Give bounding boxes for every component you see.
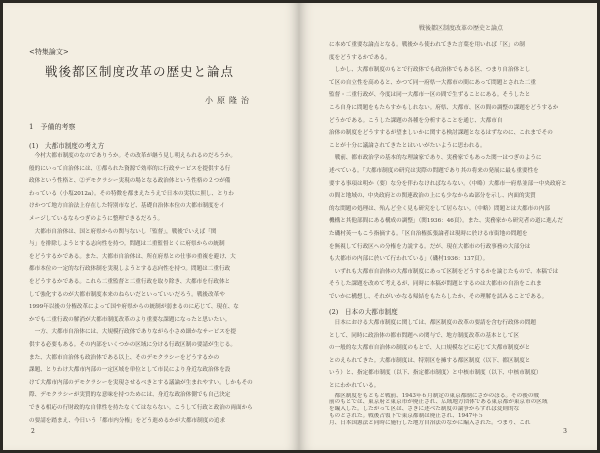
text-line: 度をどうするかである。 bbox=[329, 54, 391, 61]
text-line: できる相応の行財政的な自律性を持たなくてはならない。こうして行政と政治の両面から bbox=[29, 404, 253, 411]
text-line: 監督・二重行政が、今度は同一大都市一区の間で生ずることにある。そうしたと bbox=[329, 92, 531, 99]
left-paragraph-3 bbox=[29, 326, 253, 427]
text-line: けて大都市内部のデモクラシーを実現させるべきとする議論が生まれやすい。しかもその bbox=[29, 379, 253, 386]
page-number: 3 bbox=[563, 428, 567, 435]
section-heading: 1 予備的考察 bbox=[29, 123, 76, 131]
text-line: どうかである。こうした課題の各種を分析することを通じ、大都市自 bbox=[329, 117, 503, 124]
right-page bbox=[299, 3, 597, 450]
article-title: 戦後都区制度改革の歴史と論点 bbox=[45, 64, 235, 79]
author-name: 小原隆治 bbox=[205, 96, 253, 105]
text-line: 今村大都市制度のなのでありうか。その改革が継う見し明えられるのだろうか。 bbox=[29, 153, 236, 159]
text-line: けかつて地方自治法上存在した特別市など、基礎自治体本位の大都市制度をイ bbox=[29, 203, 225, 210]
text-line: とにわかれている。 bbox=[329, 382, 380, 389]
text-line: を無視して行政区への分権を力説する。だが、現在大都市の行政事務の大部分は bbox=[329, 243, 531, 250]
page-number: 2 bbox=[31, 428, 35, 435]
text-line: 要する事項は明か（要）な分を伴わなければならない。（中略）大都市一府県並部一中央政府と bbox=[329, 180, 567, 187]
left-page bbox=[3, 3, 299, 450]
text-line: 治体の制度をどうすするが望ましいかに関する検討課題となるはずなのに、これまでその bbox=[329, 130, 553, 137]
text-line: かでも二重行政の解消が大都市制度改革のより重要な課題になったと思いたい。 bbox=[29, 316, 231, 323]
right-paragraph-3 bbox=[329, 266, 558, 304]
text-line: しかし、大都市制度のもとで行政体でも政治体でもある区、つまり自治体とし bbox=[329, 67, 531, 74]
text-line: 大都市自治体は、国と府県からの関与ないし「監督」，戦後でいえば「関 bbox=[29, 228, 217, 235]
text-line: でいかに構想し、それがいかなる帰結をもたらしたか、その理解を試みることである。 bbox=[329, 293, 548, 300]
text-line: いずれも大都市自治体の大都市制度にあって区制をどうするかを論じたもので、本稿では bbox=[329, 268, 559, 275]
text-line: に本めて重要な論点となる。戦後から使われてきた言葉を用いれば「区」の制 bbox=[329, 42, 525, 48]
left-paragraph-2 bbox=[29, 226, 239, 327]
text-line: 1999年以後の分権改革によって国や府県からの統制が弱まるのに応じて、現在、な bbox=[29, 304, 239, 311]
text-line: ころ自身に問題をもたらすかもしれない。府県、大都市、区の間の調整の課題をどうするか bbox=[329, 104, 559, 111]
text-line: ものとされた。戦後占領下で東京都制は廃止され、1947年５ bbox=[329, 412, 484, 419]
text-line: 際、デモクラシーが実質的な意味を持つためには、身近な政治体側でも自己決定 bbox=[29, 392, 231, 399]
text-line: 供する必要もある。その内部をいくつかの区域に分ける行政区制の要請が生じる。 bbox=[29, 341, 236, 348]
text-line: また、大都市自治体も政治体である以上、そのデモクラシーをどうするかの bbox=[29, 354, 220, 361]
text-line: 述べている。「大都市制度の研究は実際の問題であり其の将来の発展に最も重要性を bbox=[329, 167, 539, 174]
text-line: そうした課題を改めて考えるが、同時に本稿が問題とするのは大都市の自治をこれま bbox=[329, 281, 542, 288]
text-line: の一般的な大都市自治体の制度のもとで、人口規模などに応じて大都市制度がと bbox=[329, 345, 531, 352]
book-spread bbox=[3, 3, 597, 450]
text-line: 一方、大都市自治体には、大規模行政体でありながら小さめ細かなサービスを提 bbox=[29, 329, 236, 336]
subsection-heading: (2) 日本の大都市制度 bbox=[329, 308, 398, 316]
text-line: として、同時に政治体の都市問題への関与で、地方制度改革の基本として区 bbox=[329, 332, 519, 339]
text-line: をどうするかである。これら二重監督と二重行政を取り除き、大都市を行政体と bbox=[29, 278, 231, 285]
text-line: 都区制度をもともと戦前、1943年６月制定の東京都制にさかのぼる。その後の戦 bbox=[329, 392, 540, 399]
text-line: して強化するのが大都市制度本来のねらいだといっていいだろう。戦後改革や bbox=[29, 291, 225, 298]
text-line: ことが十分に議論されてきたとはいいがたいように思われる。 bbox=[329, 142, 486, 149]
section-tag: <特集論文> bbox=[29, 48, 69, 56]
text-line: も大都市の内部に於いて行われている」（磯村1936：137頁）。 bbox=[329, 256, 489, 263]
text-line: わっている（小塩2012a）。その特徴を都まえたうえで日本の実状に照し、とりわ bbox=[29, 190, 234, 197]
text-line: 課題、とりわけ大都市内部の一定区域を単位として市民により身近な政治体を設 bbox=[29, 367, 231, 374]
text-line: いう）と、指定都市制度（以下、指定都市制度）と中核市制度（以下、中核市制度） bbox=[329, 370, 542, 377]
text-line: メージしているならつぎのように整理できるだろう。 bbox=[29, 215, 164, 222]
subsection-heading: (1) 大都市制度の考え方 bbox=[29, 142, 105, 150]
text-line: 般的にいって自治体には、①都られた資源で効率的に行政サービスを提供する行 bbox=[29, 165, 231, 172]
text-line: 月、日本国憲法と同時に施行した地方自治法のなかに編入された。つまり、これ bbox=[329, 419, 531, 426]
text-line: 戦前、都市政治学の基本的な理論家であり、実務家でもあった関一はつぎのように bbox=[329, 155, 542, 162]
text-line: をどうするかである。また、大都市自治体は、所在府県との仕事の重複を避け、大 bbox=[29, 253, 236, 260]
text-line: 日本における大都市制度に関しては、都区制度の改革の要請を含む行政体の問題 bbox=[329, 320, 536, 326]
text-line: 都市本位の一定的な行政体制を実現しようとする志向性を持つ。問題は二重行政 bbox=[29, 266, 231, 273]
right-paragraph-5 bbox=[329, 393, 548, 427]
text-line: て区の自立性を高めると、かつて同一府県一大都市の間にあって問題とされた二重 bbox=[329, 79, 536, 86]
text-line: 前のもとでは、東京府と東京市が廃止され、広域地方団体である東京都が東京市の区域 bbox=[329, 399, 548, 406]
text-line: 的な問題の処理は、殆んど全く見も研究をして居らない。（中略）問題とは大都市の内部 bbox=[329, 205, 550, 212]
text-line: の間と地域の、中央政府との関連政治の上にも少なからぬ部分を示し、内面的実質 bbox=[329, 193, 536, 200]
right-paragraph-4 bbox=[329, 317, 542, 393]
text-line: を編入した。したがって区は、さきに述べた制度の論争からすれば変則的な bbox=[329, 406, 520, 413]
text-line: の要請を踏まえ、今日いう「都市内分権」をどう進めるかが大都市制度の追求 bbox=[29, 417, 226, 424]
right-paragraph-1 bbox=[329, 39, 558, 152]
text-line: 与」を排除しようとする志向性を持つ。問題は二重監督とくに府県からの統制 bbox=[29, 241, 225, 248]
running-head: 戦後都区制度改革の歴史と論点 bbox=[419, 25, 504, 32]
text-line: た磯村英一もこう指摘する。「区自治権拡張論者は現時に於ける市街地の問題を bbox=[329, 230, 528, 237]
left-paragraph-1 bbox=[29, 150, 236, 226]
right-paragraph-2 bbox=[329, 152, 567, 265]
text-line: とのえられてきた。大都市制度は、特別区を擁する都区制度（以下、都区制度と bbox=[329, 357, 531, 364]
text-line: 機構と其他部間にある構成の調整」（関1936：46頁）。また、実務家から研究者の道に進んだ bbox=[329, 218, 563, 225]
text-line: 政体という性格と、②デモクラシー実現の場となる政治体という性格の２つが備 bbox=[29, 178, 231, 185]
